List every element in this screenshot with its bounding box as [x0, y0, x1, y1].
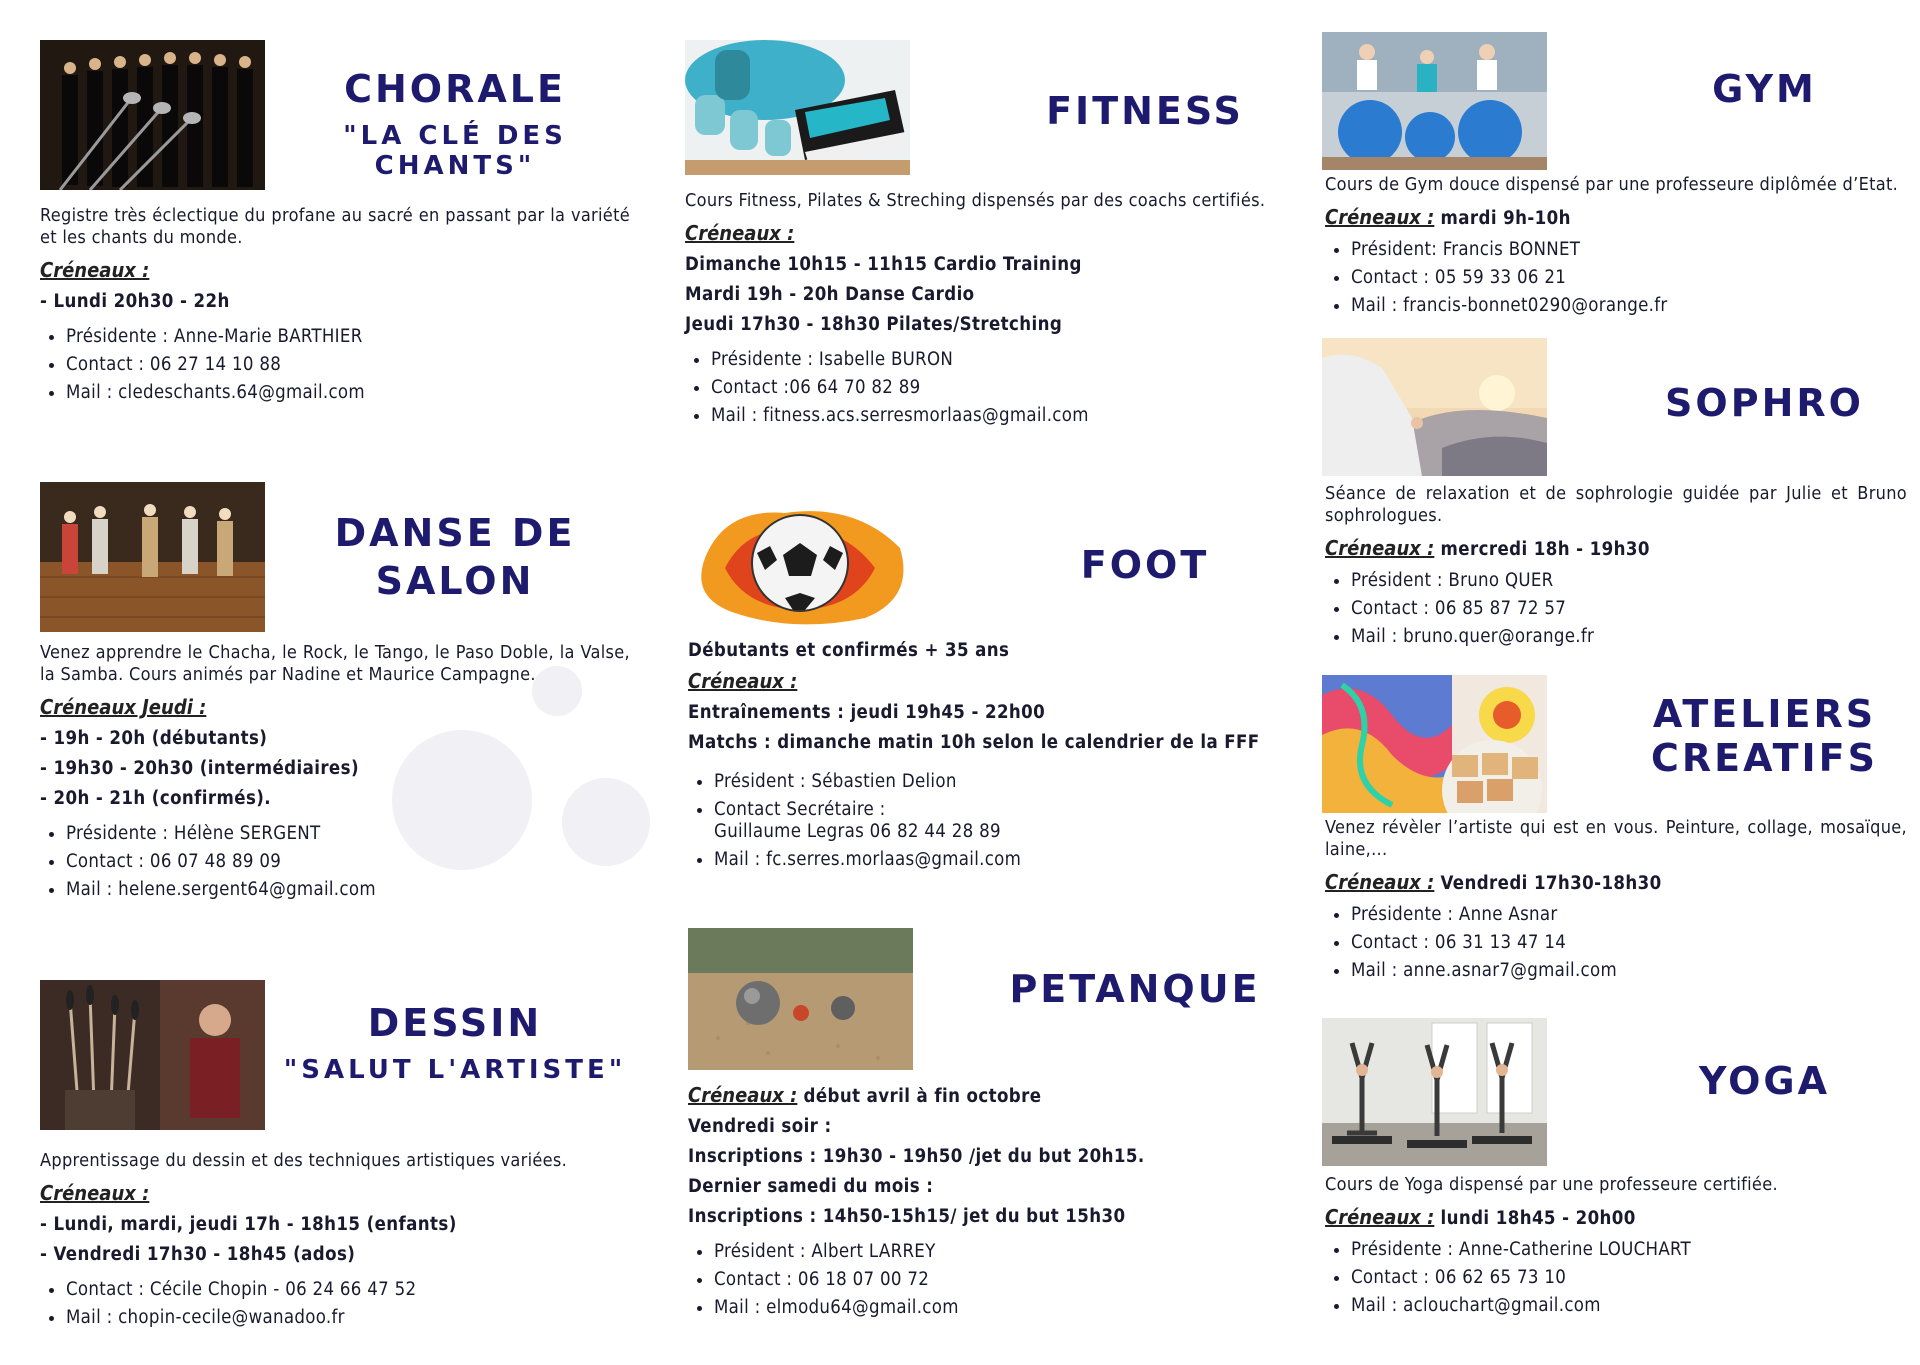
column-left: [40, 0, 630, 1365]
yoga-creneaux-label: Créneaux :: [1325, 1205, 1435, 1229]
dessin-mail: • Mail : chopin-cecile@wanadoo.fr: [66, 1304, 630, 1332]
danse-description: Venez apprendre le Chacha, le Rock, le Tango, le Paso Doble, la Valse, la Samba. Cours animés par Nadine et Maurice Campagne.: [40, 642, 630, 685]
gym-creneaux-value: mardi 9h-10h: [1434, 208, 1571, 229]
chorale-slot: - Lundi 20h30 - 22h: [40, 291, 230, 312]
gym-title-main: GYM: [1712, 67, 1817, 111]
petanque-mail: • Mail : elmodu64@gmail.com: [714, 1294, 1285, 1322]
gym-contact: • Contact : 05 59 33 06 21: [1351, 264, 1907, 292]
danse-title-line2: SALON: [375, 558, 535, 603]
yoga-photo: [1322, 1018, 1547, 1166]
chorale-title: [280, 68, 630, 181]
foot-slot-1: Entraînements : jeudi 19h45 - 22h00: [688, 702, 1046, 723]
chorale-contact: • Contact : 06 27 14 10 88: [66, 351, 630, 379]
danse-slot-1: - 19h - 20h (débutants): [40, 728, 268, 749]
yoga-body: [1325, 1174, 1907, 1320]
gym-creneaux-label: Créneaux :: [1325, 205, 1435, 229]
ateliers-photo: [1322, 675, 1547, 813]
ateliers-title-line1: ATELIERS: [1652, 692, 1877, 736]
dessin-info-list: [40, 1276, 630, 1332]
ateliers-creneaux-value: Vendredi 17h30-18h30: [1434, 873, 1662, 894]
foot-photo: [685, 498, 915, 628]
ateliers-description: Venez révèler l’artiste qui est en vous. Peinture, collage, mosaïque, laine,...: [1325, 817, 1907, 860]
ateliers-info-list: [1325, 901, 1907, 985]
petanque-creneaux-label: Créneaux :: [688, 1083, 798, 1107]
fitness-description: Cours Fitness, Pilates & Streching dispensés par des coachs certifiés.: [685, 190, 1266, 211]
ateliers-contact: • Contact : 06 31 13 47 14: [1351, 929, 1907, 957]
foot-contact: [714, 796, 1285, 846]
foot-slot-2: Matchs : dimanche matin 10h selon le calendrier de la FFF: [688, 732, 1260, 753]
foot-creneaux-label: Créneaux :: [688, 669, 798, 693]
dessin-subtitle: "SALUT L'ARTISTE": [283, 1054, 627, 1085]
gym-info-list: [1325, 236, 1907, 320]
sophro-contact: • Contact : 06 85 87 72 57: [1351, 595, 1907, 623]
dessin-slot-1: - Lundi, mardi, jeudi 17h - 18h15 (enfants): [40, 1214, 457, 1235]
sophro-description: Séance de relaxation et de sophrologie guidée par Julie et Bruno sophrologues.: [1325, 483, 1907, 526]
chorale-title-main: CHORALE: [344, 67, 566, 111]
petanque-slot-3: Dernier samedi du mois :: [688, 1176, 934, 1197]
sophro-creneaux-value: mercredi 18h - 19h30: [1434, 539, 1650, 560]
fitness-photo: [685, 40, 910, 175]
chorale-creneaux-label: Créneaux :: [40, 258, 150, 282]
foot-description: Débutants et confirmés + 35 ans: [688, 640, 1010, 661]
dessin-title: [280, 1002, 630, 1086]
danse-president: • Présidente : Hélène SERGENT: [66, 820, 630, 848]
dessin-photo: [40, 980, 265, 1130]
danse-contact: • Contact : 06 07 48 89 09: [66, 848, 630, 876]
fitness-slot-2: Mardi 19h - 20h Danse Cardio: [685, 284, 975, 305]
foot-title: [1005, 544, 1285, 588]
dessin-body: [40, 1150, 630, 1332]
foot-body: [688, 636, 1285, 874]
yoga-title: [1622, 1060, 1907, 1104]
ateliers-title: [1622, 693, 1907, 780]
foot-contact-person: Guillaume Legras 06 82 44 28 89: [714, 821, 1001, 842]
sophro-photo: [1322, 338, 1547, 476]
chorale-body: [40, 205, 630, 407]
fitness-mail: • Mail : fitness.acs.serresmorlaas@gmail.com: [711, 402, 1285, 430]
fitness-title-main: FITNESS: [1046, 89, 1244, 133]
fitness-body: [685, 190, 1285, 430]
sophro-info-list: [1325, 567, 1907, 651]
ateliers-body: [1325, 817, 1907, 985]
yoga-description: Cours de Yoga dispensé par une professeure certifiée.: [1325, 1174, 1778, 1195]
chorale-photo: [40, 40, 265, 190]
danse-title-line1: DANSE DE: [334, 511, 576, 555]
gym-body: [1325, 174, 1907, 320]
dessin-title-main: DESSIN: [367, 1001, 543, 1045]
fitness-info-list: [685, 346, 1285, 430]
gym-title: [1622, 68, 1907, 112]
fitness-president: • Présidente : Isabelle BURON: [711, 346, 1285, 374]
danse-slot-2: - 19h30 - 20h30 (intermédiaires): [40, 758, 359, 779]
ateliers-title-line2: CREATIFS: [1651, 735, 1878, 780]
petanque-president: • Président : Albert LARREY: [714, 1238, 1285, 1266]
sophro-creneaux-label: Créneaux :: [1325, 536, 1435, 560]
danse-info-list: [40, 820, 630, 904]
sophro-mail: • Mail : bruno.quer@orange.fr: [1351, 623, 1907, 651]
sophro-title: [1622, 382, 1907, 426]
gym-mail: • Mail : francis-bonnet0290@orange.fr: [1351, 292, 1907, 320]
yoga-info-list: [1325, 1236, 1907, 1320]
petanque-title: [985, 968, 1285, 1012]
chorale-president: • Présidente : Anne-Marie BARTHIER: [66, 323, 630, 351]
danse-mail: • Mail : helene.sergent64@gmail.com: [66, 876, 630, 904]
danse-title: [280, 512, 630, 603]
yoga-president: • Présidente : Anne-Catherine LOUCHART: [1351, 1236, 1907, 1264]
foot-info-list: [688, 768, 1285, 874]
dessin-slot-2: - Vendredi 17h30 - 18h45 (ados): [40, 1244, 356, 1265]
gym-description: Cours de Gym douce dispensé par une professeure diplômée d’Etat.: [1325, 174, 1899, 195]
petanque-body: [688, 1080, 1285, 1322]
petanque-slot-1: Vendredi soir :: [688, 1116, 832, 1137]
danse-body: [40, 642, 630, 904]
dessin-creneaux-label: Créneaux :: [40, 1181, 150, 1205]
gym-president: • Président: Francis BONNET: [1351, 236, 1907, 264]
yoga-title-main: YOGA: [1698, 1059, 1831, 1103]
fitness-title: [1005, 90, 1285, 134]
chorale-description: Registre très éclectique du profane au sacré en passant par la variété et les chants du monde.: [40, 205, 630, 248]
petanque-info-list: [688, 1238, 1285, 1322]
foot-mail: • Mail : fc.serres.morlaas@gmail.com: [714, 846, 1285, 874]
chorale-subtitle: "LA CLÉ DES CHANTS": [343, 120, 567, 181]
dessin-description: Apprentissage du dessin et des techniques artistiques variées.: [40, 1150, 568, 1171]
fitness-slot-1: Dimanche 10h15 - 11h15 Cardio Training: [685, 254, 1082, 275]
petanque-contact: • Contact : 06 18 07 00 72: [714, 1266, 1285, 1294]
chorale-info-list: [40, 323, 630, 407]
dessin-contact: • Contact : Cécile Chopin - 06 24 66 47 52: [66, 1276, 630, 1304]
ateliers-creneaux-label: Créneaux :: [1325, 870, 1435, 894]
petanque-creneaux-value: début avril à fin octobre: [797, 1086, 1042, 1107]
sophro-title-main: SOPHRO: [1665, 381, 1864, 425]
yoga-creneaux-value: lundi 18h45 - 20h00: [1434, 1208, 1636, 1229]
foot-title-main: FOOT: [1080, 543, 1210, 587]
fitness-creneaux-label: Créneaux :: [685, 221, 795, 245]
petanque-photo: [688, 928, 913, 1070]
column-right: [1322, 0, 1907, 1365]
petanque-slot-4: Inscriptions : 14h50-15h15/ jet du but 15h30: [688, 1206, 1126, 1227]
foot-president: • Président : Sébastien Delion: [714, 768, 1285, 796]
ateliers-president: • Présidente : Anne Asnar: [1351, 901, 1907, 929]
petanque-slot-2: Inscriptions : 19h30 - 19h50 /jet du but 20h15.: [688, 1146, 1145, 1167]
yoga-contact: • Contact : 06 62 65 73 10: [1351, 1264, 1907, 1292]
foot-contact-label: Contact Secrétaire :: [714, 799, 886, 820]
fitness-contact: • Contact :06 64 70 82 89: [711, 374, 1285, 402]
sophro-body: [1325, 483, 1907, 651]
danse-slot-3: - 20h - 21h (confirmés).: [40, 788, 271, 809]
sophro-president: • Président : Bruno QUER: [1351, 567, 1907, 595]
column-middle: [685, 0, 1285, 1365]
fitness-slot-3: Jeudi 17h30 - 18h30 Pilates/Stretching: [685, 314, 1063, 335]
danse-photo: [40, 482, 265, 632]
petanque-title-main: PETANQUE: [1009, 967, 1261, 1011]
chorale-mail: • Mail : cledeschants.64@gmail.com: [66, 379, 630, 407]
danse-creneaux-label: Créneaux Jeudi :: [40, 695, 207, 719]
gym-photo: [1322, 32, 1547, 170]
ateliers-mail: • Mail : anne.asnar7@gmail.com: [1351, 957, 1907, 985]
yoga-mail: • Mail : aclouchart@gmail.com: [1351, 1292, 1907, 1320]
